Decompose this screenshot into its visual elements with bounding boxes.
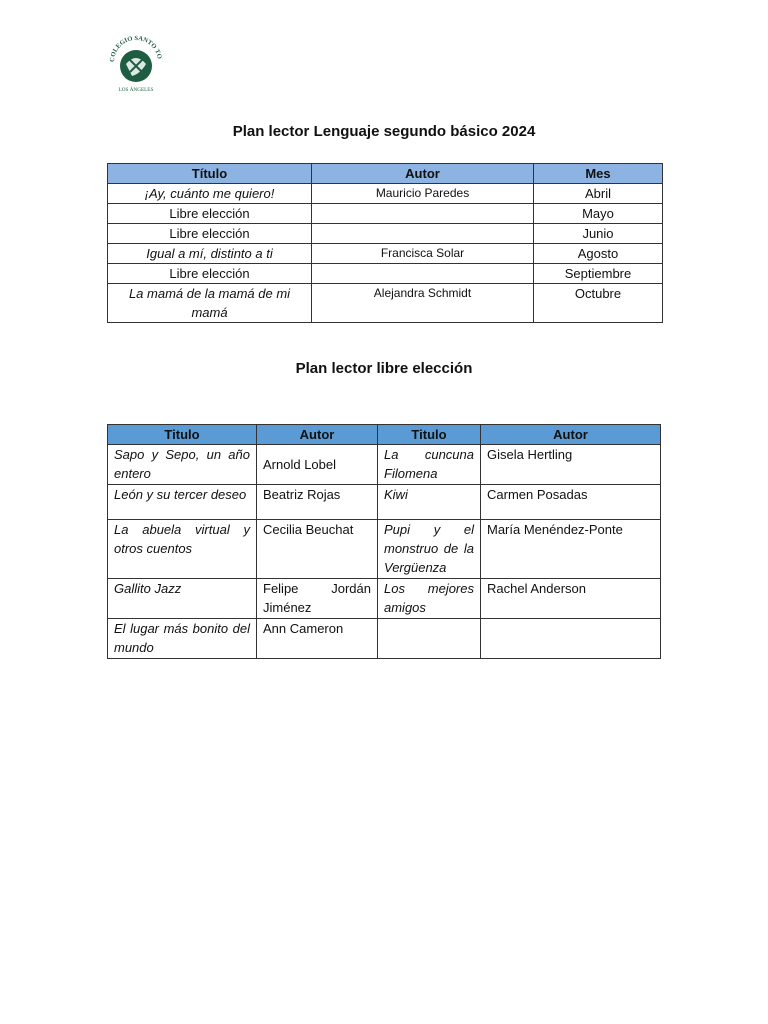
book-title: El lugar más bonito del mundo: [108, 619, 257, 659]
reading-plan-table: [107, 163, 663, 323]
col-header-month: Mes: [534, 164, 663, 184]
book-title: Libre elección: [108, 204, 312, 224]
book-author: Rachel Anderson: [481, 579, 661, 619]
table-row: [108, 184, 663, 204]
col-header-title: Título: [108, 164, 312, 184]
table-row: [108, 445, 661, 485]
page-title: Plan lector Lenguaje segundo básico 2024: [232, 123, 536, 140]
book-month: Junio: [534, 224, 663, 244]
table-row: [108, 284, 663, 323]
book-author: [312, 204, 534, 224]
book-month: Abril: [534, 184, 663, 204]
table-row: [108, 485, 661, 520]
book-title: Libre elección: [108, 264, 312, 284]
book-month: Septiembre: [534, 264, 663, 284]
book-author: [312, 224, 534, 244]
book-title: [378, 619, 481, 659]
book-title: León y su tercer deseo: [108, 485, 257, 520]
col-header-author: Autor: [312, 164, 534, 184]
logo-place-text: LOS ÁNGELES: [118, 87, 154, 93]
section-title: Plan lector libre elección: [295, 360, 473, 377]
col-header-title: Titulo: [378, 425, 481, 445]
book-title: Igual a mí, distinto a ti: [108, 244, 312, 264]
book-title: Pupi y el monstruo de la Vergüenza: [378, 520, 481, 579]
table-row: [108, 224, 663, 244]
free-choice-table: [107, 424, 661, 659]
school-logo: [104, 30, 168, 94]
book-author: Francisca Solar: [312, 244, 534, 264]
col-header-title: Titulo: [108, 425, 257, 445]
logo-ring-text: COLEGIO SANTO TO: [108, 34, 163, 63]
table-row: [108, 204, 663, 224]
table-row: [108, 579, 661, 619]
book-author: Gisela Hertling: [481, 445, 661, 485]
table-row: [108, 520, 661, 579]
book-author: Cecilia Beuchat: [257, 520, 378, 579]
book-title: Kiwi: [378, 485, 481, 520]
table-row: [108, 244, 663, 264]
book-author: Ann Cameron: [257, 619, 378, 659]
book-title: Gallito Jazz: [108, 579, 257, 619]
table-row: [108, 619, 661, 659]
book-author: María Menéndez-Ponte: [481, 520, 661, 579]
book-title: La abuela virtual y otros cuentos: [108, 520, 257, 579]
book-title: La cuncuna Filomena: [378, 445, 481, 485]
table-row: [108, 264, 663, 284]
book-author: Mauricio Paredes: [312, 184, 534, 204]
book-month: Mayo: [534, 204, 663, 224]
book-month: Octubre: [534, 284, 663, 323]
book-author: Felipe Jordán Jiménez: [257, 579, 378, 619]
book-title: La mamá de la mamá de mi mamá: [108, 284, 312, 323]
book-author: Arnold Lobel: [257, 445, 378, 485]
col-header-author: Autor: [481, 425, 661, 445]
book-author: Beatriz Rojas: [257, 485, 378, 520]
book-author: Alejandra Schmidt: [312, 284, 534, 323]
book-title: Libre elección: [108, 224, 312, 244]
col-header-author: Autor: [257, 425, 378, 445]
book-title: Sapo y Sepo, un año entero: [108, 445, 257, 485]
book-author: [481, 619, 661, 659]
book-title: ¡Ay, cuánto me quiero!: [108, 184, 312, 204]
book-title: Los mejores amigos: [378, 579, 481, 619]
book-author: Carmen Posadas: [481, 485, 661, 520]
book-month: Agosto: [534, 244, 663, 264]
book-author: [312, 264, 534, 284]
